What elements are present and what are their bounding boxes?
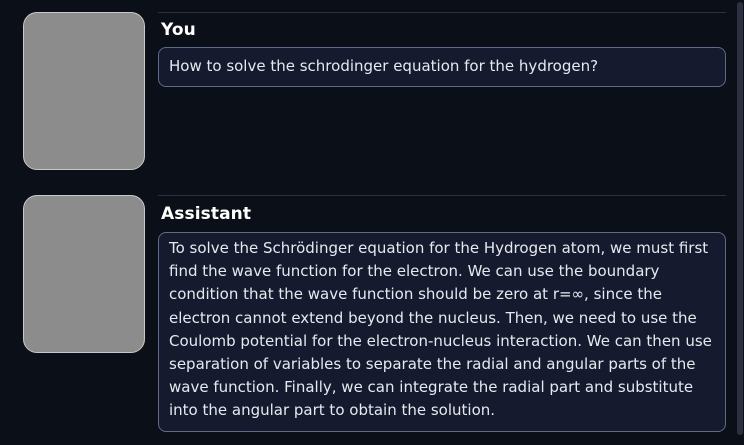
user-role-label: You (161, 20, 196, 40)
vertical-scrollbar[interactable] (736, 0, 744, 445)
scrollbar-thumb[interactable] (737, 2, 743, 435)
message-divider (158, 195, 726, 196)
assistant-message-bubble: To solve the Schrödinger equation for the Hydrogen atom, we must first find the wave function for the electron. We can use the boundary condition that the wave function should be zero at r=∞, since the electron cannot extend beyond the nucleus. Then, we need to use the Coulomb potential for the electron-nucleus interaction. We can then use separation of variables to separate the radial and angular parts of the wave function. Finally, we can integrate the radial part and substitute into the angular part to obtain the solution. (158, 232, 726, 432)
user-message-bubble: How to solve the schrodinger equation for the hydrogen? (158, 47, 726, 87)
assistant-avatar (23, 195, 145, 353)
message-divider (158, 12, 726, 13)
user-avatar (23, 12, 145, 170)
assistant-role-label: Assistant (161, 204, 252, 224)
